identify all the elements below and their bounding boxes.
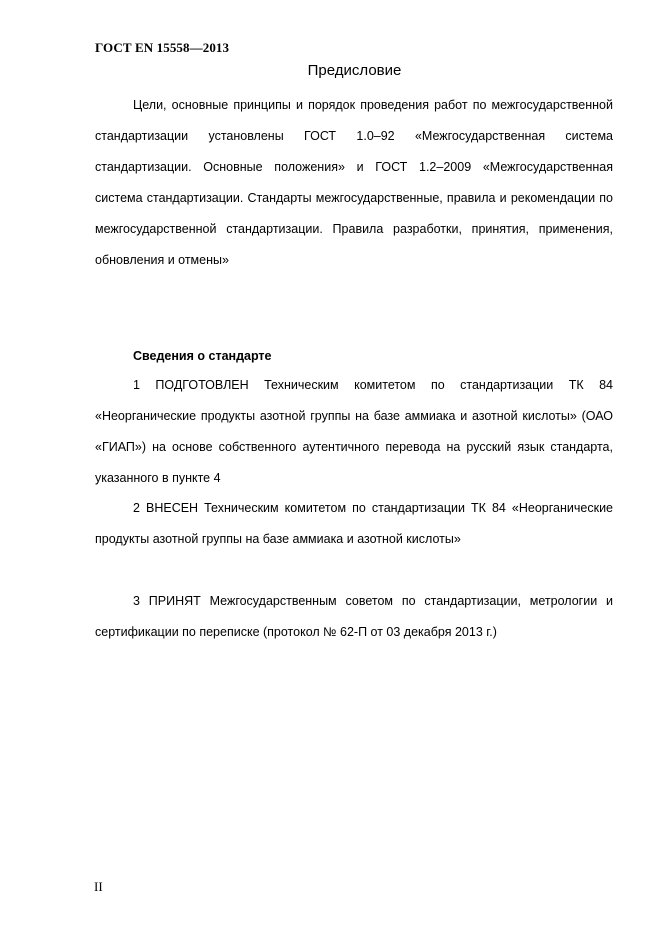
page-title: Предисловие — [307, 62, 402, 79]
item-submitted: 2 ВНЕСЕН Техническим комитетом по стандартизации ТК 84 «Неорганические продукты азотной группы на базе аммиака и азотной кислоты» — [95, 501, 613, 546]
item-prepared: 1 ПОДГОТОВЛЕН Техническим комитетом по стандартизации ТК 84 «Неорганические продукты азотной группы на базе аммиака и азотной кислоты» (ОАО «ГИАП») на основе собственного аутентичного перевода на русский язык стандарта, указанного в пункте 4 — [95, 378, 613, 485]
section-heading: Сведения о стандарте — [133, 349, 272, 363]
intro-paragraph: Цели, основные принципы и порядок проведения работ по межгосударственной стандартизации установлены ГОСТ 1.0–92 «Межгосударственная система стандартизации. Основные положения» и ГОСТ 1.2–2009 «Межгосударственная система стандартизации. Стандарты межгосударственные, правила и рекомендации по межгосударственной стандартизации. Правила разработки, принятия, применения, обновления и отмены» — [95, 98, 613, 267]
page-number: II — [94, 879, 103, 894]
item-adopted: 3 ПРИНЯТ Межгосударственным советом по стандартизации, метрологии и сертификации по переписке (протокол № 62-П от 03 декабря 2013 г.) — [95, 594, 613, 639]
document-code-header: ГОСТ EN 15558—2013 — [95, 40, 230, 55]
